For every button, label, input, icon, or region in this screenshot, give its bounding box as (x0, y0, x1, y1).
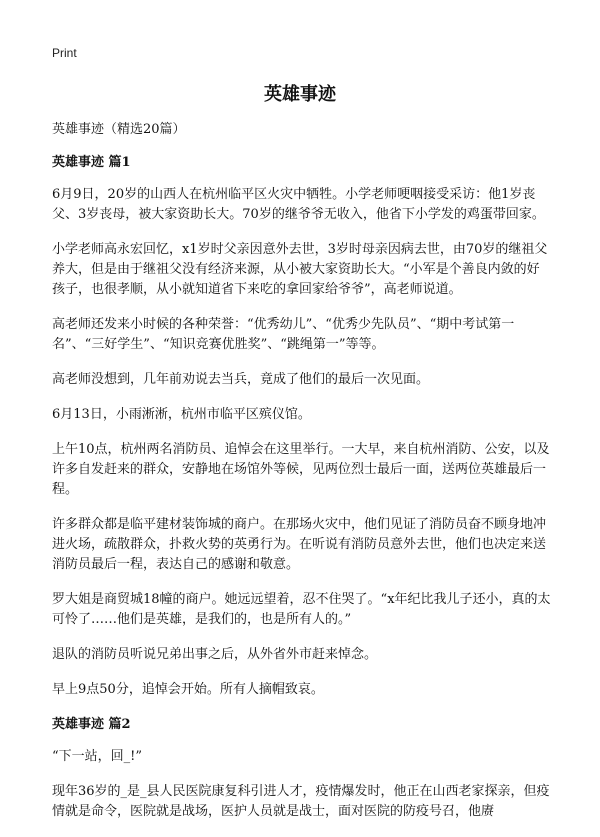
paragraph: 现年36岁的_是_县人民医院康复科引进人才，疫情爆发时，他正在山西老家探亲，但疫情就是命令，医院就是战场，医护人员就是战士，面对医院的防疫号召，他赓 (52, 784, 550, 819)
paragraph: 许多群众都是临平建材装饰城的商户。在那场火灾中，他们见证了消防员奋不顾身地冲进火场，疏散群众，扑救火势的英勇行为。在听说有消防员意外去世，他们也决定来送消防员最后一程，表达自己的感谢和敬意。 (52, 517, 547, 572)
article-subtitle: 英雄事迹（精选20篇） (52, 122, 186, 137)
paragraph: 高老师还发来小时候的各种荣誉：“优秀幼儿”、“优秀少先队员”、“期中考试第一名”、“三好学生”、“知识竞赛优胜奖”、“跳绳第一”等等。 (52, 317, 515, 352)
page-title: 英雄事迹 (264, 84, 336, 105)
paragraph: 退队的消防员听说兄弟出事之后，从外省外市赶来悼念。 (52, 647, 378, 662)
paragraph: 高老师没想到，几年前劝说去当兵，竟成了他们的最后一次见面。 (52, 372, 430, 387)
paragraph: 6月13日，小雨淅淅，杭州市临平区殡仪馆。 (52, 407, 311, 422)
paragraph: 6月9日，20岁的山西人在杭州临平区火灾中牺牲。小学老师哽咽接受采访：他1岁丧父、3岁丧母，被大家资助长大。70岁的继爷爷无收入，他省下小学发的鸡蛋带回家。 (52, 187, 545, 222)
section-heading-1: 英雄事迹 篇1 (52, 155, 131, 170)
paragraph: 罗大姐是商贸城18幢的商户。她远远望着，忍不住哭了。“x年纪比我儿子还小，真的太可怜了……他们是英雄，是我们的，也是所有人的。” (52, 592, 551, 627)
paragraph: 上午10点，杭州两名消防员、追悼会在这里举行。一大早，来自杭州消防、公安，以及许多自发赶来的群众，安静地在场馆外等候，见两位烈士最后一面，送两位英雄最后一程。 (52, 442, 550, 497)
section-heading-2: 英雄事迹 篇2 (52, 717, 131, 732)
paragraph: 早上9点50分，追悼会开始。所有人摘帽致哀。 (52, 682, 324, 697)
article-body (52, 120, 552, 837)
print-link[interactable]: Print (52, 46, 77, 60)
paragraph: 小学老师高永宏回忆，x1岁时父亲因意外去世，3岁时母亲因病去世，由70岁的继祖父养大，但是由于继祖父没有经济来源，从小被大家资助长大。“小军是个善良内敛的好孩子，也很孝顺，从小就知道省下来吃的拿回家给爷爷”，高老师说道。 (52, 242, 548, 297)
paragraph: “下一站，回_!” (52, 749, 143, 764)
